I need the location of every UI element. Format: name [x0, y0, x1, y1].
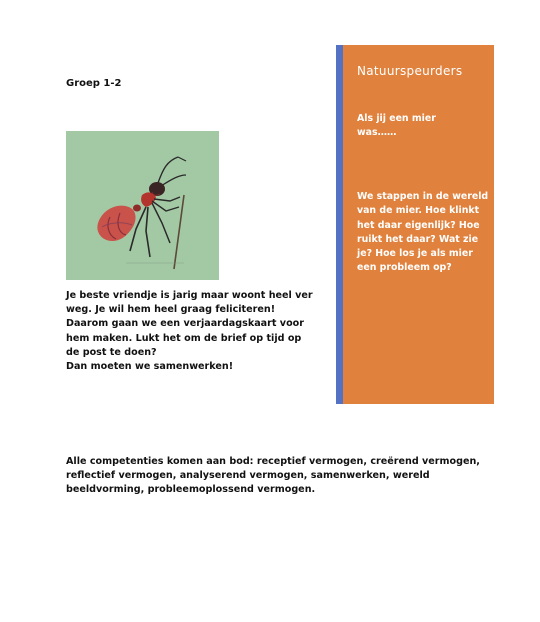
sidebar-accent-stripe — [336, 45, 343, 404]
intro-line: Dan moeten we samenwerken! — [66, 361, 234, 373]
group-label: Groep 1-2 — [66, 78, 122, 89]
sidebar-title: Natuurspeurders — [357, 64, 463, 78]
ant-icon — [66, 131, 219, 280]
sidebar-body: We stappen in de wereld van de mier. Hoe klinkt het daar eigenlijk? Hoe ruikt het daar? Wat zie je? Hoe los je als mier een probleem op? — [357, 191, 489, 274]
sidebar-question: Als jij een mier was…… — [357, 113, 436, 139]
competencies-paragraph: Alle competenties komen aan bod: receptief vermogen, creërend vermogen, reflectief vermogen, analyserend vermogen, samenwerken, wereld beeldvorming, probleemoplossend vermogen. — [66, 456, 480, 496]
ant-illustration — [66, 131, 219, 280]
intro-line: Je beste vriendje is jarig maar woont heel ver weg. Je wil hem heel graag feliciteren! Daarom gaan we een verjaardagskaart voor hem maken. Lukt het om de brief op tijd op de post te doen? — [66, 290, 313, 358]
intro-paragraph — [66, 289, 316, 374]
sidebar-panel — [343, 45, 494, 404]
